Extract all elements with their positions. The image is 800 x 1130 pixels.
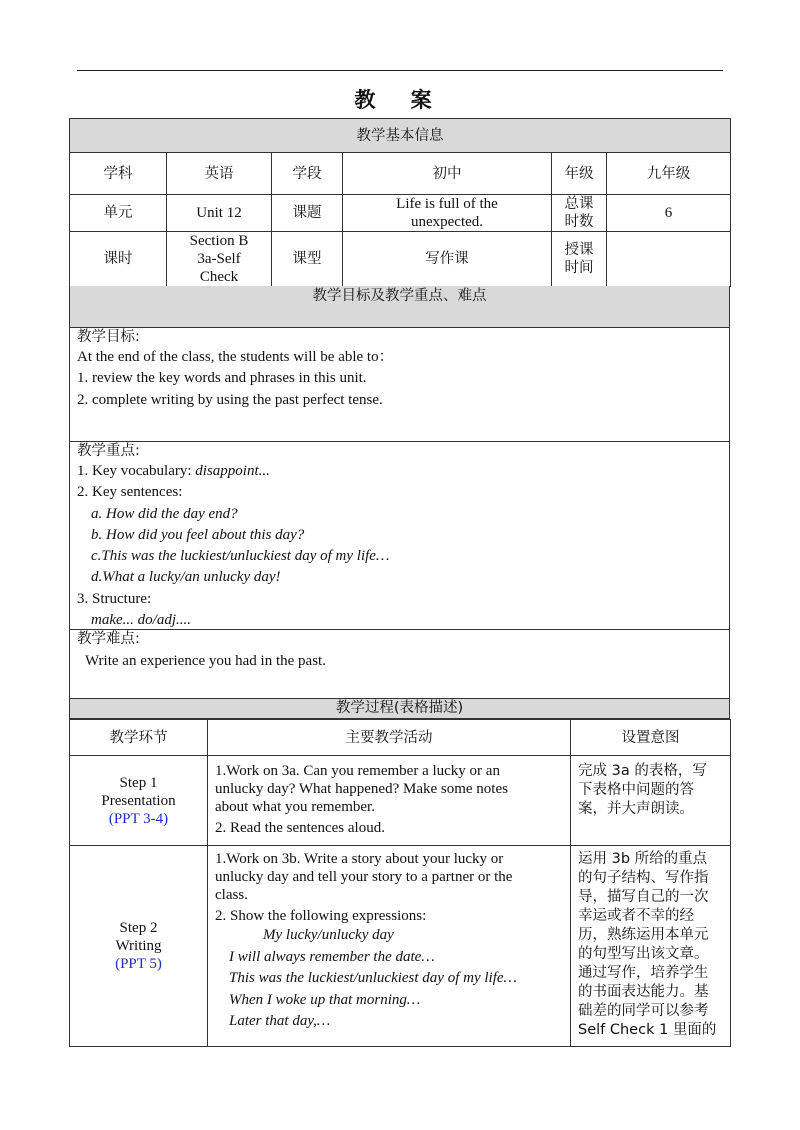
expression-line: I will always remember the date… [229,948,435,965]
unit-label: 单元 [70,195,167,232]
total-hours-label-1: 总课 [564,196,594,212]
step-2-cell [70,846,208,1047]
key-vocabulary [77,461,722,482]
teaching-time-label-2: 时间 [564,260,594,276]
key-vocabulary-value: disappoint... [195,463,270,479]
table-row [70,846,731,1047]
teaching-time-value [607,232,731,287]
period-value [167,232,272,287]
subject-label: 学科 [70,153,167,195]
key-sentence-c: c.This was the luckiest/unluckiest day of my life… [91,548,390,565]
process-heading-band [69,699,730,719]
activity-line: class. [215,887,248,903]
process-table [69,719,730,1047]
total-hours-value: 6 [607,195,731,232]
activity-line: 1.Work on 3a. Can you remember a lucky or an [215,763,500,779]
activity-line: 2. Read the sentences aloud. [215,820,385,836]
step-2-purpose [571,846,731,1047]
key-sentence-d: d.What a lucky/an unlucky day! [91,569,281,586]
step-2-name: Step 2 [119,920,158,936]
purpose-line: 完成 3a 的表格，写 [578,763,707,779]
period-line-3: Check [199,269,239,285]
activity-line: unlucky day? What happened? Make some notes [215,781,508,797]
topic-line-1: Life is full of the [396,196,498,212]
activity-line: about what you remember. [215,799,375,815]
objectives-heading-band [69,286,730,328]
expression-line: My lucky/unlucky day [263,927,394,943]
key-sentences-label: 2. Key sentences: [77,484,183,501]
grade-label: 年级 [552,153,607,195]
expression-line: When I woke up that morning… [229,991,421,1008]
page-title: 教 案 [354,88,446,112]
header-stage: 教学环节 [70,720,208,756]
stage-label: 学段 [272,153,343,195]
difficulty-label: 教学难点: [77,631,140,647]
activity-line: 2. Show the following expressions: [215,908,427,924]
focus-section [69,442,730,630]
activity-line: 1.Work on 3b. Write a story about your lucky or [215,851,504,867]
step-1-cell [70,756,208,846]
process-heading: 教学过程(表格描述) [335,700,464,716]
grade-value: 九年级 [607,153,731,195]
goal-line-1: At the end of the class, the students will be able to： [77,349,394,365]
key-sentence-a: a. How did the day end? [91,505,238,522]
table-row [70,756,731,846]
teaching-time-label-1: 授课 [564,242,594,258]
header-purpose: 设置意图 [571,720,731,756]
stage-value: 初中 [343,153,552,195]
period-line-2: 3a-Self [197,251,241,267]
purpose-line: 的句子结构、写作指 [578,870,709,886]
purpose-line: 础差的同学可以参考 [578,1003,709,1019]
header-activities: 主要教学活动 [208,720,571,756]
topic-value [343,195,552,232]
total-hours-label [552,195,607,232]
period-label: 课时 [70,232,167,287]
step-1-name: Step 1 [119,774,158,791]
step-2-ppt: (PPT 5) [115,956,162,972]
goals-section [69,328,730,442]
goal-line-3: 2. complete writing by using the past perfect tense. [77,391,383,408]
step-1-ppt: (PPT 3-4) [108,810,169,827]
purpose-line: 历，熟练运用本单元 [578,927,709,943]
purpose-line: 导，描写自己的一次 [578,889,709,905]
purpose-line: 的句型写出该文章。 [578,946,709,962]
purpose-line: 的书面表达能力。基 [578,984,709,1000]
goal-line-2: 1. review the key words and phrases in this unit. [77,370,367,387]
step-2-stage: Writing [115,938,162,954]
unit-value: Unit 12 [167,195,272,232]
topic-label: 课题 [272,195,343,232]
purpose-line: 下表格中问题的答 [578,782,694,798]
purpose-line: 通过写作，培养学生 [578,965,709,981]
total-hours-label-2: 时数 [564,214,594,230]
purpose-line: 运用 3b 所给的重点 [578,851,708,867]
difficulty-text: Write an experience you had in the past. [85,653,326,669]
basic-info-heading: 教学基本信息 [70,119,731,153]
step-1-activities [208,756,571,846]
step-2-activities [208,846,571,1047]
basic-info-table [69,118,730,287]
purpose-line: 幸运或者不幸的经 [578,908,694,924]
goals-label: 教学目标: [77,329,140,345]
objectives-heading: 教学目标及教学重点、难点 [312,288,487,304]
expression-line: This was the luckiest/unluckiest day of my life… [229,970,517,986]
step-1-purpose [571,756,731,846]
structure-value: make... do/adj.... [91,612,191,629]
lesson-type-value: 写作课 [343,232,552,287]
purpose-line: Self Check 1 里面的 [578,1022,717,1038]
period-line-1: Section B [189,233,249,249]
focus-label: 教学重点: [77,443,140,459]
key-vocabulary-label: 1. Key vocabulary: [77,463,196,479]
expression-line: Later that day,… [229,1013,331,1029]
key-sentence-b: b. How did you feel about this day? [91,526,305,543]
structure-label: 3. Structure: [77,590,152,607]
difficulty-section [69,630,730,699]
teaching-time-label [552,232,607,287]
step-1-stage: Presentation [101,792,176,809]
activity-line: unlucky day and tell your story to a partner or the [215,869,513,885]
subject-value: 英语 [167,153,272,195]
purpose-line: 案，并大声朗读。 [578,801,694,817]
lesson-type-label: 课型 [272,232,343,287]
header-rule [77,70,723,71]
topic-line-2: unexpected. [410,214,484,230]
